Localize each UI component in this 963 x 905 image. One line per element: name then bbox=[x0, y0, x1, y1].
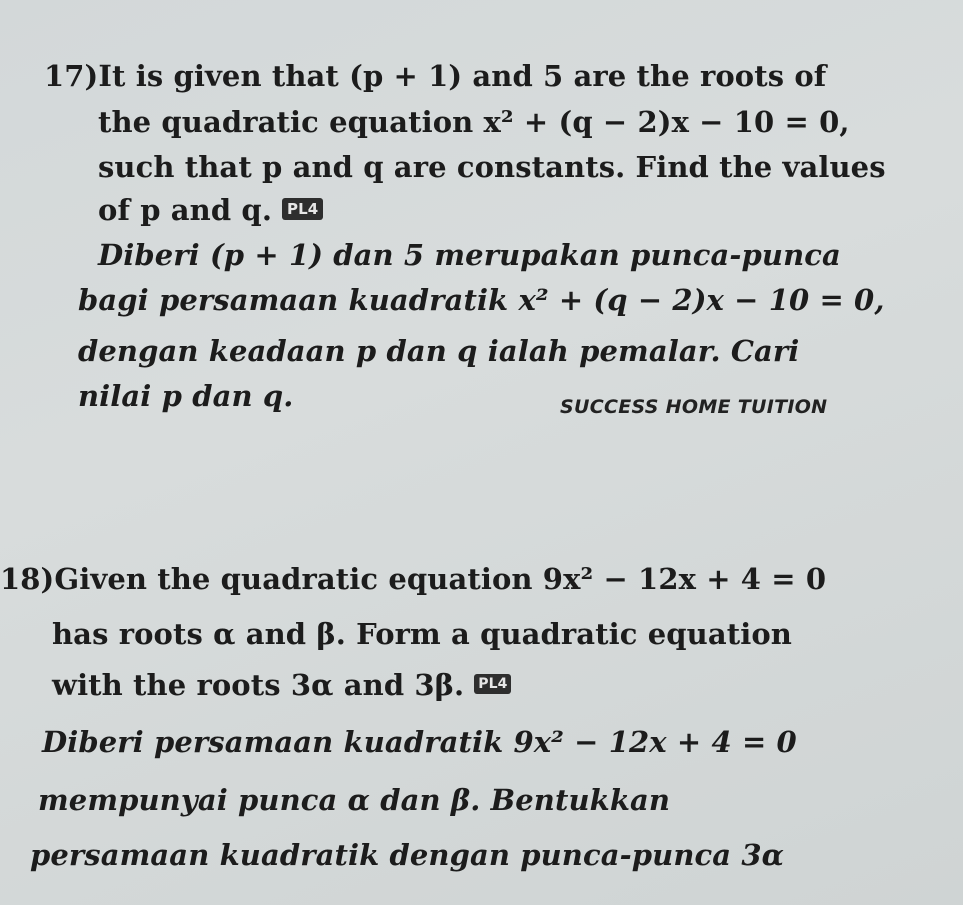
q17-en-line-3: such that p and q are constants. Find the values bbox=[98, 150, 886, 184]
q17-level-badge: PL4 bbox=[282, 198, 323, 220]
q17-ms-line-2: bagi persamaan kuadratik x² + (q − 2)x − 10 = 0, bbox=[78, 283, 885, 317]
q17-en-line-4 bbox=[98, 192, 323, 228]
q18-en-line-2: has roots α and β. Form a quadratic equation bbox=[52, 617, 792, 651]
tuition-watermark: SUCCESS HOME TUITION bbox=[560, 396, 828, 418]
q18-en-text-1: Given the quadratic equation 9x² − 12x + 4 = 0 bbox=[54, 562, 827, 596]
q17-en-line-2: the quadratic equation x² + (q − 2)x − 10 = 0, bbox=[98, 105, 850, 139]
q17-en-text-1: It is given that (p + 1) and 5 are the roots of bbox=[98, 59, 827, 93]
q17-ms-line-4: nilai p dan q. bbox=[78, 379, 294, 413]
q18-number: 18) bbox=[0, 562, 55, 596]
q18-en-line-3 bbox=[52, 667, 511, 703]
q17-line-1 bbox=[44, 58, 826, 94]
q18-ms-line-1: Diberi persamaan kuadratik 9x² − 12x + 4 = 0 bbox=[42, 725, 797, 759]
q17-ms-line-1: Diberi (p + 1) dan 5 merupakan punca-punca bbox=[98, 238, 841, 272]
q18-level-badge: PL4 bbox=[474, 674, 511, 694]
q18-line-1 bbox=[0, 561, 826, 597]
q18-ms-line-2: mempunyai punca α dan β. Bentukkan bbox=[38, 783, 671, 817]
q17-ms-line-3: dengan keadaan p dan q ialah pemalar. Cari bbox=[78, 334, 800, 368]
q17-en-text-4: of p and q. bbox=[98, 193, 273, 227]
q18-ms-line-3: persamaan kuadratik dengan punca-punca 3α bbox=[30, 838, 785, 872]
q17-number: 17) bbox=[44, 59, 99, 93]
q18-en-text-3: with the roots 3α and 3β. bbox=[52, 668, 465, 702]
